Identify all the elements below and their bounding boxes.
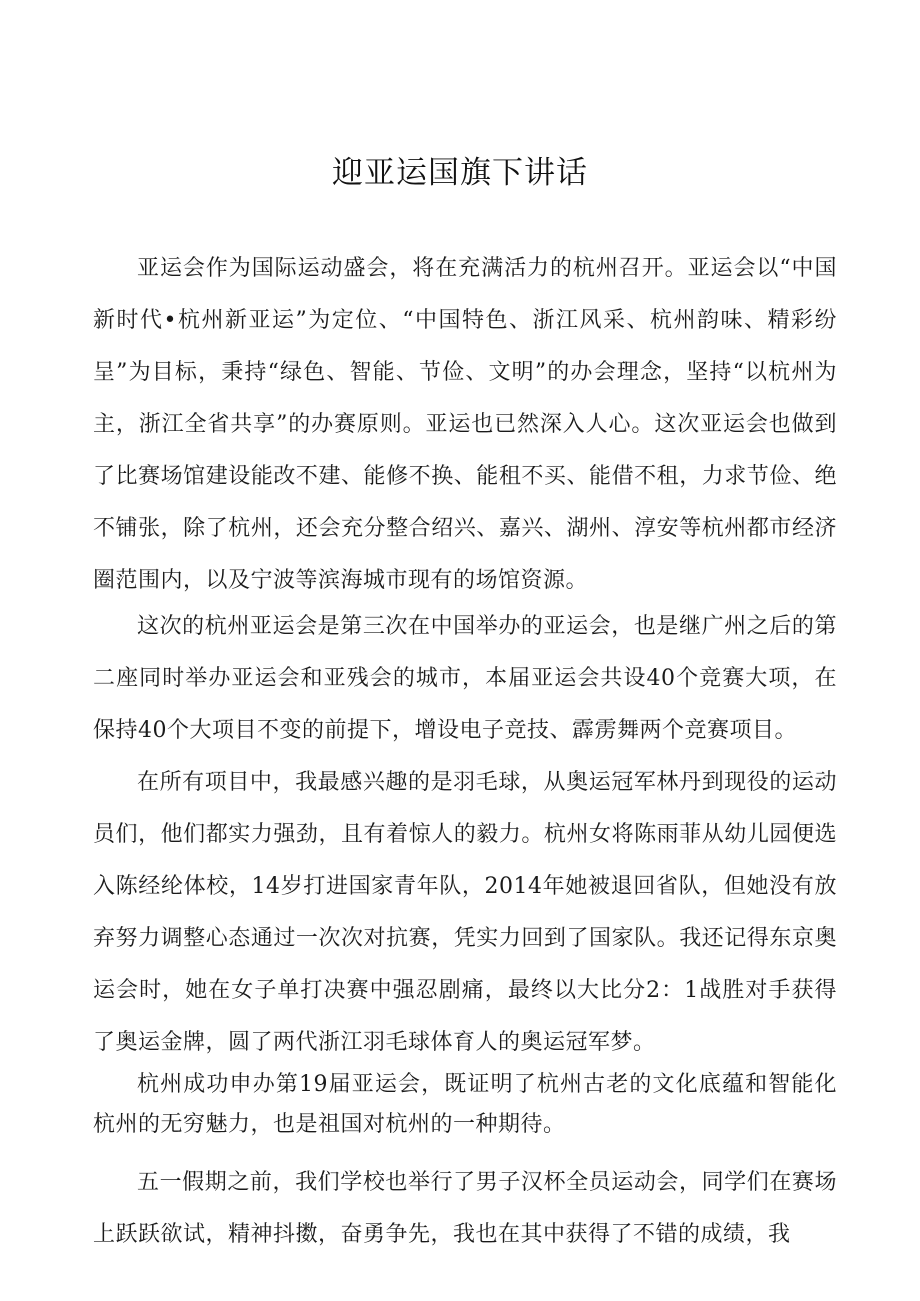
document-body	[93, 243, 837, 1261]
paragraph: 在所有项目中，我最感兴趣的是羽毛球，从奥运冠军林丹到现役的运动员们，他们都实力强劲，且有着惊人的毅力。杭州女将陈雨菲从幼儿园便选入陈经纶体校，14岁打进国家青年队，2014年她被退回省队，但她没有放弃努力调整心态通过一次次对抗赛，凭实力回到了国家队。我还记得东京奥运会时，她在女子单打决赛中强忍剧痛，最终以大比分2：1战胜对手获得了奥运金牌，圆了两代浙江羽毛球体育人的奥运冠军梦。	[93, 770, 837, 1055]
document-title: 迎亚运国旗下讲话	[332, 155, 588, 191]
paragraph: 这次的杭州亚运会是第三次在中国举办的亚运会，也是继广州之后的第二座同时举办亚运会和亚残会的城市，本届亚运会共设40个竞赛大项，在保持40个大项目不变的前提下，增设电子竞技、霹雳舞两个竞赛项目。	[93, 614, 837, 743]
paragraph: 杭州成功申办第19届亚运会，既证明了杭州古老的文化底蕴和智能化杭州的无穷魅力，也是祖国对杭州的一种期待。	[93, 1072, 837, 1137]
paragraph: 五一假期之前，我们学校也举行了男子汉杯全员运动会，同学们在赛场上跃跃欲试，精神抖擞，奋勇争先，我也在其中获得了不错的成绩，我	[93, 1170, 837, 1247]
paragraph: 亚运会作为国际运动盛会，将在充满活力的杭州召开。亚运会以“中国新时代•杭州新亚运”为定位、“中国特色、浙江风采、杭州韵味、精彩纷呈”为目标，秉持“绿色、智能、节俭、文明”的办会理念，坚持“以杭州为主，浙江全省共享”的办赛原则。亚运也已然深入人心。这次亚运会也做到了比赛场馆建设能改不建、能修不换、能租不买、能借不租，力求节俭、绝不铺张，除了杭州，还会充分整合绍兴、嘉兴、湖州、淳安等杭州都市经济圈范围内，以及宁波等滨海城市现有的场馆资源。	[93, 256, 837, 593]
